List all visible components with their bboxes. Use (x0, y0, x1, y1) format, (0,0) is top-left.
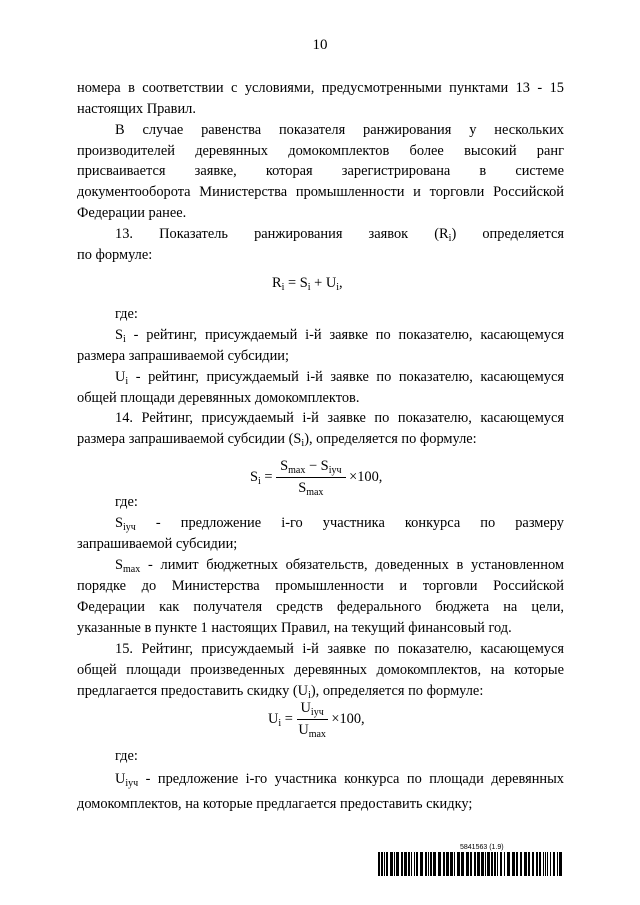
formula-s: $S_i$ = $\frac{S_{max} - S_{iуч}}{S_{max}}$ ×100, (250, 458, 383, 498)
def-uiuch-line2: домокомплектов, на которые предлагается предоставить скидку; (77, 796, 473, 812)
p3-line2: по формуле: (77, 247, 153, 263)
p3-line1: 13. Показатель ранжирования заявок $(R_i)$ определяется (115, 226, 565, 244)
def-smax-line2: порядке до Министерства промышленности и торговли Российской (77, 578, 564, 594)
def-smax-line4: указанные в пункте 1 настоящих Правил, на текущий финансовый год. (77, 620, 512, 636)
p2-line3: присваивается заявке, которая зарегистрирована в системе (77, 163, 564, 179)
formula-r: $R_i = S_i + U_i$, (272, 275, 343, 293)
page-number: 10 (312, 37, 328, 53)
p2-line5: Федерации ранее. (77, 205, 187, 221)
def-smax-line1: $S_{max}$ - лимит бюджетных обязательств, доведенных в установленном (115, 557, 564, 575)
p1-line2: настоящих Правил. (77, 101, 196, 117)
p14-line2: размера запрашиваемой субсидии $(S_i)$, определяется по формуле: (77, 431, 477, 449)
def-s-line1: $S_i$ - рейтинг, присуждаемый i-й заявке по показателю, касающемуся (115, 327, 564, 345)
p2-line1: В случае равенства показателя ранжирования у нескольких (115, 122, 564, 138)
barcode-id: 5841563 (1.9) (460, 844, 504, 851)
def-u-line1: $U_i$ - рейтинг, присуждаемый i-й заявке по показателю, касающемуся (115, 369, 564, 387)
formula-s-fraction: $\frac{S_{max} - S_{iуч}}{S_{max}}$ (276, 458, 345, 497)
p2-line2: производителей деревянных домокомплектов более высокий ранг (77, 143, 564, 159)
p14-line1: 14. Рейтинг, присуждаемый i-й заявке по показателю, касающемуся (115, 410, 564, 426)
def-siuch-line2: запрашиваемой субсидии; (77, 536, 238, 552)
p2-line4: документооборота Министерства промышленности и торговли Российской (77, 184, 564, 200)
formula-u-fraction: $\frac{U_{iуч}}{U_{max}}$ (298, 700, 326, 740)
def-uiuch-line1: $U_{iуч}$ - предложение i-го участника конкурса по площади деревянных (115, 771, 564, 789)
def-smax-line3: Федерации как получателя средств федерального бюджета на цели, (77, 599, 564, 615)
where-label-3: где: (115, 748, 138, 764)
p15-line3: предлагается предоставить скидку $(U_i)$, определяется по формуле: (77, 683, 484, 701)
barcode-image (378, 852, 564, 876)
def-s-line2: размера запрашиваемой субсидии; (77, 348, 290, 364)
p15-line2: общей площади произведенных деревянных домокомплектов, на которые (77, 662, 564, 678)
def-u-line2: общей площади деревянных домокомплектов. (77, 390, 360, 406)
where-label-2: где: (115, 494, 138, 510)
where-label-1: где: (115, 306, 138, 322)
def-siuch-line1: $S_{iуч}$ - предложение i-го участника конкурса по размеру (115, 515, 564, 533)
p1-line1: номера в соответствии с условиями, предусмотренными пунктами 13 - 15 (77, 80, 564, 96)
formula-u: $U_i$ = $\frac{U_{iуч}}{U_{max}}$ ×100, (268, 700, 365, 740)
p15-line1: 15. Рейтинг, присуждаемый i-й заявке по показателю, касающемуся (115, 641, 564, 657)
